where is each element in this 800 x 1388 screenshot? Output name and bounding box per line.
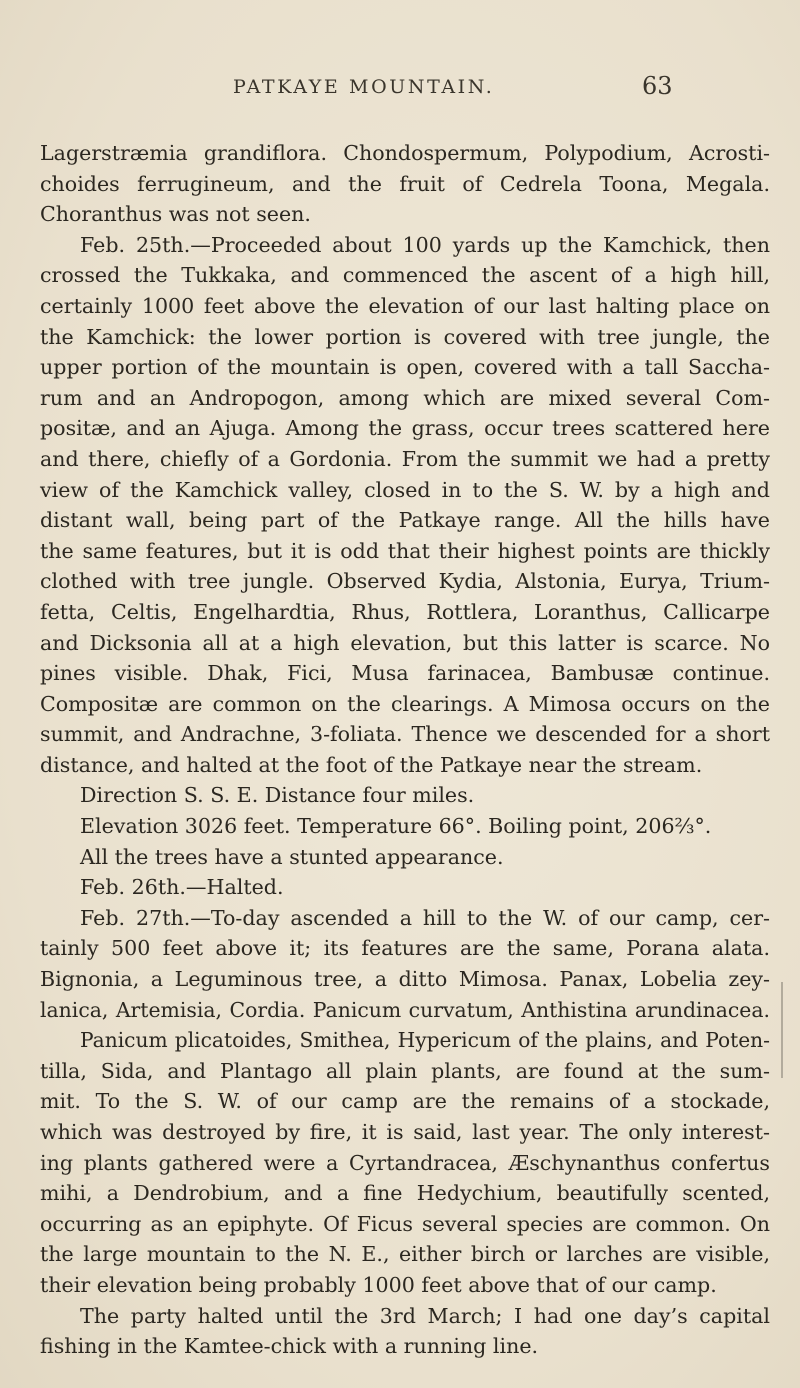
text-line: Compositæ are common on the clearings. A Mimosa occurs on the bbox=[40, 691, 770, 716]
text-line: Elevation 3026 feet. Temperature 66°. Boiling point, 206⅔°. bbox=[80, 814, 712, 839]
text-line: view of the Kamchick valley, closed in to the S. W. by a high and bbox=[40, 477, 770, 502]
text-line: ing plants gathered were a Cyrtandracea, Æschynanthus confertus bbox=[40, 1150, 770, 1175]
text-line: distance, and halted at the foot of the Patkaye near the stream. bbox=[40, 752, 703, 777]
text-line: Feb. 27th.—To-day ascended a hill to the W. of our camp, cer- bbox=[80, 905, 770, 930]
margin-pencil-mark bbox=[781, 982, 783, 1078]
text-line: summit, and Andrachne, 3-foliata. Thence we descended for a short bbox=[40, 722, 770, 747]
text-line: certainly 1000 feet above the elevation of our last halting place on bbox=[40, 293, 770, 318]
text-line: clothed with tree jungle. Observed Kydia, Alstonia, Eurya, Trium- bbox=[40, 569, 770, 594]
running-title: PATKAYE MOUNTAIN. bbox=[233, 76, 495, 98]
text-line: Bignonia, a Leguminous tree, a ditto Mimosa. Panax, Lobelia zey- bbox=[40, 967, 770, 992]
text-line: upper portion of the mountain is open, covered with a tall Saccha- bbox=[40, 355, 770, 380]
text-line: Feb. 25th.—Proceeded about 100 yards up the Kamchick, then bbox=[80, 232, 770, 257]
text-line: the large mountain to the N. E., either birch or larches are visible, bbox=[40, 1242, 770, 1267]
text-line: Feb. 26th.—Halted. bbox=[80, 875, 284, 900]
text-line: distant wall, being part of the Patkaye range. All the hills have bbox=[40, 508, 770, 533]
text-line: crossed the Tukkaka, and commenced the ascent of a high hill, bbox=[40, 263, 770, 288]
page-header bbox=[0, 72, 800, 116]
text-line: tainly 500 feet above it; its features are the same, Porana alata. bbox=[40, 936, 770, 961]
text-line: positæ, and an Ajuga. Among the grass, occur trees scattered here bbox=[40, 416, 770, 441]
text-line: Panicum plicatoides, Smithea, Hypericum of the plains, and Poten- bbox=[80, 1028, 770, 1053]
text-line: their elevation being probably 1000 feet above that of our camp. bbox=[40, 1272, 717, 1297]
text-line: Choranthus was not seen. bbox=[40, 202, 311, 227]
text-line: which was destroyed by fire, it is said, last year. The only interest- bbox=[40, 1120, 770, 1144]
text-line: the Kamchick: the lower portion is covered with tree jungle, the bbox=[40, 324, 770, 349]
text-line: mit. To the S. W. of our camp are the remains of a stockade, bbox=[40, 1089, 770, 1114]
text-line: and Dicksonia all at a high elevation, but this latter is scarce. No bbox=[40, 630, 770, 655]
text-line: tilla, Sida, and Plantago all plain plants, are found at the sum- bbox=[40, 1058, 770, 1083]
body-text bbox=[40, 138, 770, 1362]
text-line: Lagerstræmia grandiflora. Chondospermum, Polypodium, Acrosti- bbox=[40, 141, 770, 165]
page-number: 63 bbox=[642, 72, 673, 100]
text-line: the same features, but it is odd that their highest points are thickly bbox=[40, 538, 770, 563]
text-line: fetta, Celtis, Engelhardtia, Rhus, Rottlera, Loranthus, Callicarpe bbox=[40, 599, 770, 624]
text-line: The party halted until the 3rd March; I had one day’s capital bbox=[80, 1303, 770, 1328]
text-line: fishing in the Kamtee-chick with a running line. bbox=[40, 1334, 539, 1359]
text-line: lanica, Artemisia, Cordia. Panicum curvatum, Anthistina arundinacea. bbox=[40, 997, 770, 1022]
text-line: and there, chiefly of a Gordonia. From the summit we had a pretty bbox=[40, 446, 770, 471]
text-line: pines visible. Dhak, Fici, Musa farinacea, Bambusæ continue. bbox=[40, 661, 770, 686]
text-line: occurring as an epiphyte. Of Ficus several species are common. On bbox=[40, 1211, 770, 1236]
text-line: mihi, a Dendrobium, and a fine Hedychium, beautifully scented, bbox=[40, 1181, 770, 1206]
text-line: All the trees have a stunted appearance. bbox=[80, 844, 504, 869]
text-line: rum and an Andropogon, among which are mixed several Com- bbox=[40, 385, 770, 410]
text-line: Direction S. S. E. Distance four miles. bbox=[80, 783, 475, 808]
text-line: choides ferrugineum, and the fruit of Cedrela Toona, Megala. bbox=[40, 171, 770, 196]
